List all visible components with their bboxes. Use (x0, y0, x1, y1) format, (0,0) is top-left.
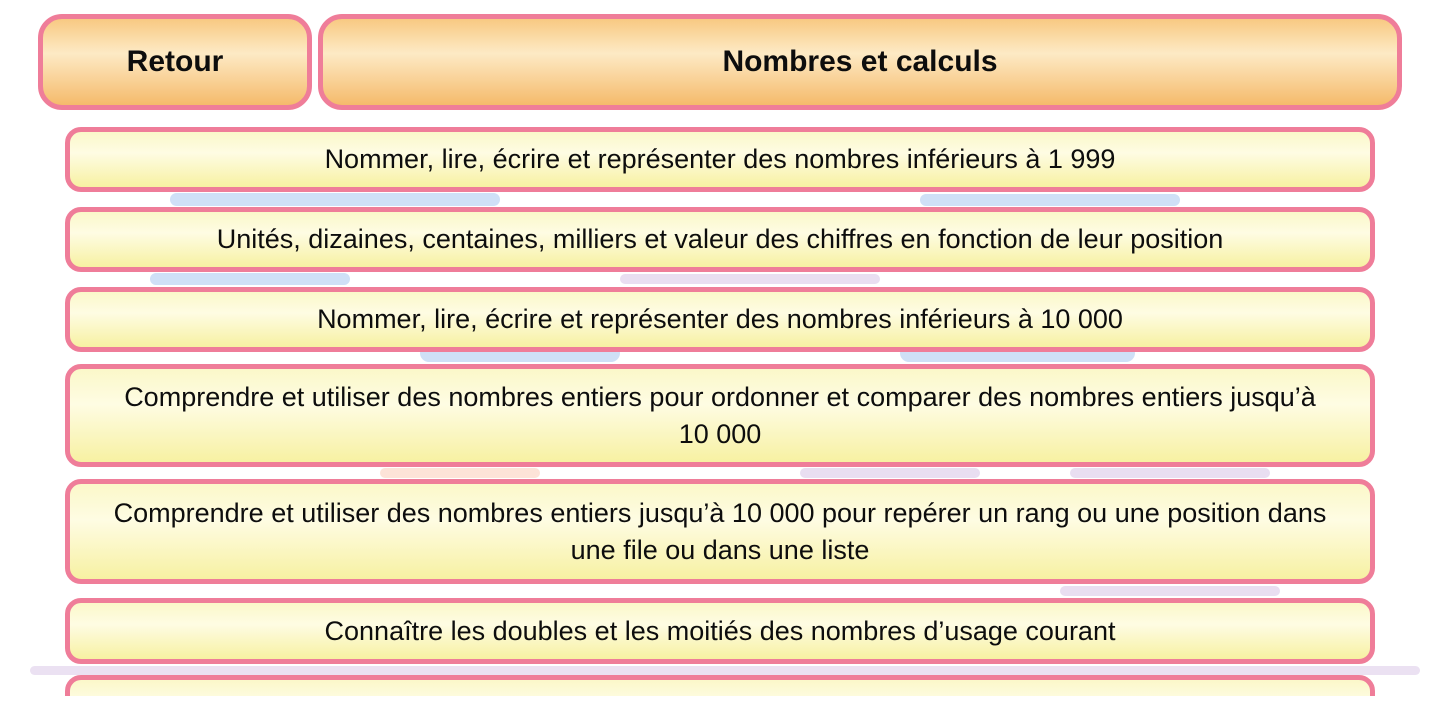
page-title: Nombres et calculs (318, 14, 1402, 110)
background-blob (800, 468, 980, 478)
topic-item-rang-position[interactable]: Comprendre et utiliser des nombres entiers jusqu’à 10 000 pour repérer un rang ou une position dans une file ou dans une liste (65, 479, 1375, 584)
topic-item-unites-dizaines[interactable]: Unités, dizaines, centaines, milliers et valeur des chiffres en fonction de leur position (65, 207, 1375, 272)
background-blob (380, 468, 540, 478)
background-blob (150, 273, 350, 285)
background-blob (170, 193, 500, 206)
background-blob (30, 666, 1420, 675)
topic-item-nommer-10000[interactable]: Nommer, lire, écrire et représenter des nombres inférieurs à 10 000 (65, 287, 1375, 352)
topic-item-doubles-moities[interactable]: Connaître les doubles et les moitiés des nombres d’usage courant (65, 598, 1375, 664)
background-blob (1070, 468, 1270, 478)
background-blob (1060, 586, 1280, 596)
topic-item-ordonner-comparer[interactable]: Comprendre et utiliser des nombres entiers pour ordonner et comparer des nombres entiers jusqu’à 10 000 (65, 364, 1375, 467)
background-blob (920, 194, 1180, 206)
topic-item-partial[interactable] (65, 675, 1375, 696)
background-blob (620, 274, 880, 284)
back-button[interactable]: Retour (38, 14, 312, 110)
topic-item-nommer-1999[interactable]: Nommer, lire, écrire et représenter des nombres inférieurs à 1 999 (65, 127, 1375, 192)
